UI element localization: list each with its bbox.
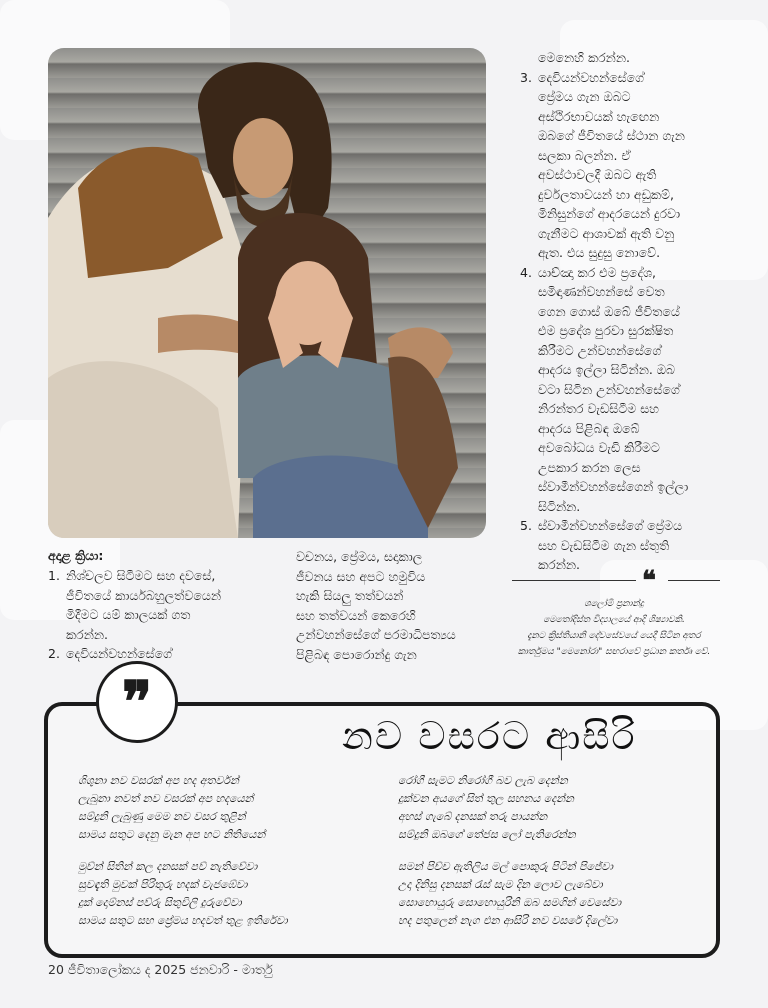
list-item	[520, 438, 760, 458]
list-text: ආදරය ඉල්ලා සිටින්න. ඔබ	[538, 362, 675, 377]
list-item	[520, 185, 760, 205]
list-text: උපකාර කරන ලෙස	[538, 459, 641, 475]
section-heading: අදාළ ක්‍රියා:	[48, 548, 104, 563]
list-text: දුර්වලතාවයන් හා අඩුකම්,	[538, 186, 674, 202]
list-text: ස්වාමීන්වහන්සේගෙන් ඉල්ලා	[538, 479, 689, 494]
list-number	[520, 536, 538, 556]
list-text: කරන්න.	[538, 557, 580, 572]
list-item	[520, 360, 760, 380]
text-line: පිළිබඳ පොරොන්දු ගැන	[296, 646, 417, 662]
list-number	[520, 224, 538, 244]
poem-line: දුක් දොම්නස් පව්රු සිතුවිලි දුරුවේවා	[78, 896, 242, 909]
list-number	[48, 625, 66, 645]
list-item	[48, 586, 288, 606]
list-number	[520, 399, 538, 419]
list-text: එම ප්‍රදේශ පුරවා සුරක්ෂිත	[538, 323, 674, 338]
poem-title: නව වසරට ආසිරි	[342, 714, 637, 758]
author-credit	[508, 596, 720, 660]
poem-line: සුවඳැති මුවක් පිරිතුරු හදක් වැජඹේවා	[78, 878, 248, 891]
list-number: 4.	[520, 264, 532, 280]
list-text: අවස්ථාවලදී ඔබට ඇති	[538, 167, 657, 182]
list-text: සහ වැඩසිටීම ගැන ස්තුති	[538, 537, 670, 553]
list-number	[520, 87, 538, 107]
list-item	[520, 555, 760, 575]
list-item	[48, 566, 288, 586]
list-text: ප්‍රේමය ගැන ඔබට	[538, 89, 631, 104]
list-number	[48, 586, 66, 606]
list-number	[48, 605, 66, 625]
list-number	[520, 458, 538, 478]
list-text: යාච්ඤා කර එම ප්‍රදේශ,	[538, 264, 656, 280]
list-number	[520, 243, 538, 263]
poem-left-column	[78, 772, 378, 944]
list-item	[520, 204, 760, 224]
poem-line: සම්දුනි ලැබුණු මෙම නව වසර තුළින්	[78, 810, 246, 823]
list-text: මිදීමට යම් කාලයක් ගත	[66, 607, 191, 622]
poem-stanza	[398, 772, 698, 844]
list-item	[520, 243, 760, 263]
author-bio-line: දැනට ක්‍රිස්තියානි දේවසේවයේ යෙදී සිටින අතර	[527, 631, 701, 641]
poem-line: අහස් ගැබේ දනසක් තරු පායන්න	[398, 810, 548, 823]
poem-line: සාමය සතුට දෙනු මැන අප හට නිතියෙන්	[78, 828, 266, 841]
list-text: සලකා බලන්න. ඒ	[538, 147, 631, 163]
list-text: නිරන්තර වැඩසිටීම සහ	[538, 401, 660, 416]
list-text: ඔබගේ ජීවිතයේ ස්ථාන ගැන	[538, 128, 685, 143]
list-number	[520, 165, 538, 185]
text-line: වචනය, ප්‍රේමය, සදාකාල	[296, 549, 423, 564]
list-item	[520, 419, 760, 439]
list-item	[520, 380, 760, 400]
list-item	[520, 48, 760, 68]
text-line: හැකි සියලු තත්වයන්	[296, 588, 404, 603]
poem-line: සම්දුනි ඔබගේ තේජස ලෝ පැතිරෙන්න	[398, 828, 576, 841]
author-bio-line: මෙතෝදිස්ත විද්‍යාලයේ ආදි ශිෂ්‍යාවකි.	[543, 615, 685, 625]
list-number	[520, 282, 538, 302]
list-item	[520, 302, 760, 322]
list-item	[520, 399, 760, 419]
list-number	[520, 204, 538, 224]
list-item	[520, 146, 760, 166]
list-item	[48, 625, 288, 645]
poem-line: දුක්වන අයගේ සිත් තුල සහනය දෙන්න	[398, 792, 574, 805]
list-item	[520, 497, 760, 517]
list-text: සිටින්න.	[538, 498, 581, 514]
poem-stanza	[78, 858, 378, 930]
list-item	[520, 321, 760, 341]
text-line: සහ තත්වයන් කෙරෙහි	[296, 607, 416, 623]
divider-left	[512, 580, 636, 581]
list-text: ආදරය පිළිබඳ ඔබේ	[538, 420, 640, 436]
list-number: 1.	[48, 568, 60, 583]
list-item	[48, 605, 288, 625]
author-bio-line: කාර්තුමය "මෙනෝරා" සඟරාවේ ප්‍රධාන කර්තෘ වේ.	[517, 647, 711, 657]
list-item	[520, 68, 760, 88]
text-line: ජීවනය සහ අපට හමුවිය	[296, 568, 426, 584]
list-text: ජීවිතයේ කාර්යබහුලත්වයෙන්	[66, 587, 221, 603]
list-number	[520, 497, 538, 517]
list-number	[520, 341, 538, 361]
poem-stanza	[398, 858, 698, 930]
list-text: දෙවියන්වහන්සේගේ	[538, 69, 645, 85]
poem-right-column	[398, 772, 698, 944]
list-text: දෙවියන්වහන්සේගේ	[66, 646, 173, 661]
page-footer: 20 ජීවිතාලෝකය ද 2025 ජනවාරි - මාර්තු	[48, 962, 273, 977]
poem-line: රෝගී සැමට නිරෝගී බව ලැබ දෙන්න	[398, 774, 568, 787]
poem-line: ශිශුනා නව වසරක් අප හද අතර්වන්	[78, 774, 239, 787]
poem-line: ලැබුනා නවත් නව වසරක් අප හදයෙන්	[78, 792, 254, 805]
list-number	[520, 107, 538, 127]
list-text: ගෙන ගොස් ඔබේ ජීවිතයේ	[538, 303, 680, 319]
poem-line: සොහොයුරු සොහොයුරිනි ඔබ සමගින් වෙසේවා	[398, 896, 622, 909]
list-number	[520, 321, 538, 341]
text-column-2	[296, 547, 496, 664]
list-item	[48, 644, 288, 664]
list-number	[520, 302, 538, 322]
list-item	[520, 224, 760, 244]
poem-line: මුව්න් සිතින් කල දනසක් පව් නැතිවේවා	[78, 860, 258, 873]
list-number	[520, 555, 538, 575]
list-number	[520, 360, 538, 380]
list-item	[520, 536, 760, 556]
list-item	[520, 516, 760, 536]
text-line: උන්වහන්සේගේ පරමාධිපත්‍යය	[296, 627, 456, 642]
list-item	[520, 107, 760, 127]
poem-line: උදා දිනිසු දනසක් රැස් සැම දින ලොව ලැබේවා	[398, 878, 603, 891]
list-item	[520, 87, 760, 107]
list-item	[520, 458, 760, 478]
poem-stanza	[78, 772, 378, 844]
list-text: වටා සිටින උන්වහන්සේගේ	[538, 381, 680, 397]
list-number	[520, 185, 538, 205]
divider-right	[668, 580, 720, 581]
list-number	[520, 146, 538, 166]
list-text: මෙනෙහි කරන්න.	[538, 50, 630, 65]
list-item	[520, 282, 760, 302]
list-number	[520, 126, 538, 146]
list-text: අවබෝධය වැඩි කිරීමට	[538, 440, 660, 455]
poem-line: සාමය සතුට සහ ප්‍රේමය හදවත් තුළ ඉතිරේවා	[78, 914, 288, 927]
text-column-1	[48, 566, 288, 664]
list-text: කරන්න.	[66, 626, 108, 642]
list-text: ස්වාමීන්වහන්සේගේ ප්‍රේමය	[538, 518, 683, 533]
list-number	[520, 419, 538, 439]
list-text: ගැනීමට ආශාවක් ඇති වනු	[538, 225, 675, 241]
list-text: මිනිසුන්ගේ ආදරයෙන් දුරවා	[538, 206, 681, 221]
list-number	[520, 380, 538, 400]
list-text: ඇත. එය සුදුසු නොවේ.	[538, 245, 661, 260]
list-number	[520, 48, 538, 68]
list-number: 2.	[48, 646, 60, 661]
featured-painting	[48, 48, 486, 538]
list-item	[520, 341, 760, 361]
list-item	[520, 263, 760, 283]
list-text: අස්ථිරභාවයක් හැඟෙන	[538, 108, 660, 124]
list-text: නිශ්චලව සිටීමට සහ දවසේ,	[66, 568, 216, 583]
quote-mark-icon: ❞	[96, 661, 178, 743]
author-name: ශලෝමි ප්‍රනාන්දු	[584, 599, 644, 609]
list-text: සමිඳාණන්වහන්සේ වෙත	[538, 284, 665, 299]
list-number: 5.	[520, 518, 532, 533]
text-column-3	[520, 48, 760, 575]
list-item	[520, 165, 760, 185]
list-item	[520, 477, 760, 497]
list-number	[520, 477, 538, 497]
list-text: කිරීමට උන්වහන්සේගේ	[538, 342, 662, 358]
quote-icon: ❝	[642, 566, 656, 596]
poem-line: සමන් පිච්ච ඇතිලිය මල් පොකුරු පිටින් පිජේවා	[398, 860, 613, 873]
poem-line: හද පතුලෙන් නැග එන ආසිරි නව වසරේ දිලේවා	[398, 914, 618, 927]
list-number	[520, 438, 538, 458]
list-number: 3.	[520, 69, 532, 85]
list-item	[520, 126, 760, 146]
